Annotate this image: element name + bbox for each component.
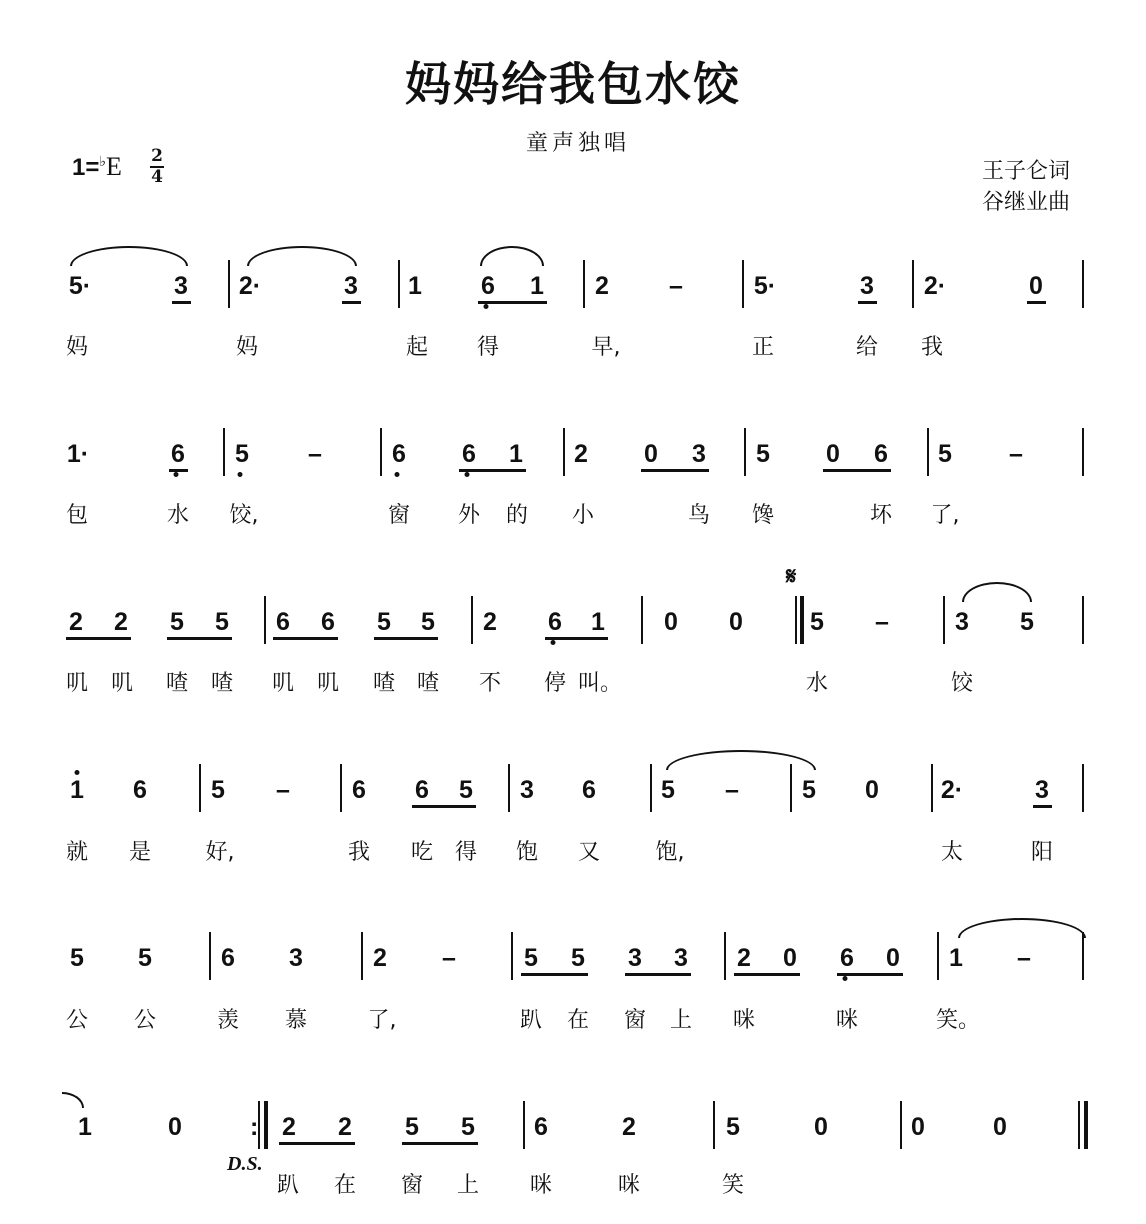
lyric-syllable: 饺,: [229, 503, 259, 528]
slur: [958, 918, 1086, 938]
lyric-syllable: 笑。: [935, 1008, 981, 1033]
eighth-note-underline: [521, 973, 588, 976]
note: 6: [582, 776, 596, 804]
double-barline: [800, 596, 804, 644]
note: 5: [810, 608, 824, 636]
note: 5: [215, 608, 229, 636]
eighth-note-underline: [459, 469, 526, 472]
time-signature: [150, 148, 164, 186]
composer-credit: 谷继业曲: [981, 190, 1070, 215]
note: 5: [802, 776, 816, 804]
note: 1: [591, 608, 605, 636]
note: 0: [1029, 272, 1043, 300]
lyric-syllable: 慕: [284, 1008, 308, 1033]
note: 0: [911, 1113, 925, 1141]
note: 5: [211, 776, 225, 804]
eighth-note-underline: [837, 973, 903, 976]
note: 5: [421, 608, 435, 636]
slur: [70, 246, 188, 266]
barline: [1082, 764, 1084, 812]
note: 5·: [753, 272, 777, 300]
note: 2·: [923, 272, 947, 300]
note: 1: [78, 1113, 92, 1141]
barline: [641, 596, 643, 644]
lyric-syllable: 妈: [65, 335, 89, 360]
lyric-syllable: 阳: [1030, 840, 1054, 865]
eighth-note-underline: [66, 637, 131, 640]
barline: [228, 260, 230, 308]
lyric-syllable: 得: [476, 335, 500, 360]
lyric-syllable: 叽: [110, 671, 134, 696]
lyric-syllable: 喳: [416, 671, 440, 696]
note: 2: [338, 1113, 352, 1141]
lyric-syllable: 窗: [623, 1008, 647, 1033]
lyric-syllable: 趴: [519, 1008, 543, 1033]
eighth-note-underline: [1033, 805, 1052, 808]
note: 6: [415, 776, 429, 804]
lyric-syllable: 喳: [210, 671, 234, 696]
note: –: [875, 608, 889, 636]
double-barline: [1078, 1101, 1080, 1149]
lyric-syllable: 叽: [271, 671, 295, 696]
note: 0: [729, 608, 743, 636]
note: 3: [628, 944, 642, 972]
note: 5: [405, 1113, 419, 1141]
note: 5: [756, 440, 770, 468]
note: 6: [352, 776, 366, 804]
note: 1: [949, 944, 963, 972]
note: 2·: [238, 272, 262, 300]
note: 2: [114, 608, 128, 636]
barline: [912, 260, 914, 308]
note: 6: [481, 272, 495, 300]
eighth-note-underline: [172, 301, 191, 304]
lyric-syllable: 给: [855, 335, 879, 360]
eighth-note-underline: [625, 973, 691, 976]
note: 0: [886, 944, 900, 972]
note: 1: [70, 776, 84, 804]
note: 6: [276, 608, 290, 636]
lyric-syllable: 不: [478, 671, 502, 696]
lyric-syllable: 喳: [165, 671, 189, 696]
note: 6: [171, 440, 185, 468]
note: 6: [221, 944, 235, 972]
note: 5: [377, 608, 391, 636]
note: 0: [993, 1113, 1007, 1141]
slur: [666, 750, 816, 770]
lyric-syllable: 饱,: [655, 840, 685, 865]
note: 6: [321, 608, 335, 636]
note: 6: [133, 776, 147, 804]
note: –: [308, 440, 322, 468]
note: 3: [1035, 776, 1049, 804]
note: 6: [392, 440, 406, 468]
lower-octave-dot: [551, 640, 556, 645]
barline: [340, 764, 342, 812]
lyric-syllable: 好,: [205, 840, 235, 865]
barline: [724, 932, 726, 980]
note: 5: [938, 440, 952, 468]
note: 6: [534, 1113, 548, 1141]
lyric-syllable: 妈: [235, 335, 259, 360]
barline: [508, 764, 510, 812]
note: 2: [373, 944, 387, 972]
lower-octave-dot: [238, 472, 243, 477]
lyric-syllable: 水: [166, 503, 190, 528]
key-prefix: 1=: [72, 154, 100, 181]
barline: [1082, 260, 1084, 308]
note: –: [1009, 440, 1023, 468]
double-barline: [795, 596, 797, 644]
barline: [380, 428, 382, 476]
eighth-note-underline: [641, 469, 709, 472]
note: 5: [459, 776, 473, 804]
lyric-syllable: 叽: [65, 671, 89, 696]
barline: [199, 764, 201, 812]
note: 0: [168, 1113, 182, 1141]
lower-octave-dot: [843, 976, 848, 981]
lyric-syllable: 咪: [732, 1008, 756, 1033]
note: 5: [138, 944, 152, 972]
lyric-syllable: 趴: [276, 1173, 300, 1198]
lyric-syllable: 太: [940, 840, 964, 865]
lyric-syllable: 小: [571, 503, 595, 528]
eighth-note-underline: [478, 301, 547, 304]
note: 2: [282, 1113, 296, 1141]
barline: [264, 596, 266, 644]
eighth-note-underline: [374, 637, 438, 640]
barline: [900, 1101, 902, 1149]
lyric-syllable: 窗: [400, 1173, 424, 1198]
note: 1: [408, 272, 422, 300]
lyric-syllable: 在: [566, 1008, 590, 1033]
lyric-syllable: 水: [805, 671, 829, 696]
note: 5: [170, 608, 184, 636]
lyric-syllable: 上: [456, 1173, 480, 1198]
upper-octave-dot: [75, 770, 80, 775]
note: 6: [874, 440, 888, 468]
note: 3: [174, 272, 188, 300]
note: 3: [344, 272, 358, 300]
slur: [962, 582, 1032, 602]
lyric-syllable: 上: [669, 1008, 693, 1033]
barline: [361, 932, 363, 980]
note: 2: [595, 272, 609, 300]
note: 2: [574, 440, 588, 468]
lyric-syllable: 坏: [869, 503, 893, 528]
note: 5: [1020, 608, 1034, 636]
note: 5: [70, 944, 84, 972]
double-barline: [1084, 1101, 1088, 1149]
lower-octave-dot: [484, 304, 489, 309]
note: 2: [622, 1113, 636, 1141]
eighth-note-underline: [858, 301, 877, 304]
note: 0: [644, 440, 658, 468]
key-note: E: [105, 152, 122, 181]
barline: [943, 596, 945, 644]
lyric-syllable: 早,: [591, 335, 621, 360]
barline: [1082, 428, 1084, 476]
eighth-note-underline: [1027, 301, 1046, 304]
note: 3: [955, 608, 969, 636]
note: 3: [692, 440, 706, 468]
lyric-syllable: 的: [505, 503, 529, 528]
note: 3: [860, 272, 874, 300]
double-barline: [264, 1101, 268, 1149]
eighth-note-underline: [412, 805, 476, 808]
eighth-note-underline: [167, 637, 232, 640]
note: 5: [726, 1113, 740, 1141]
note: –: [1017, 944, 1031, 972]
note: 5: [235, 440, 249, 468]
lyric-syllable: 我: [347, 840, 371, 865]
eighth-note-underline: [279, 1142, 355, 1145]
lyric-syllable: 停: [543, 671, 567, 696]
note: 2: [483, 608, 497, 636]
lower-octave-dot: [174, 472, 179, 477]
lyric-syllable: 了,: [367, 1008, 397, 1033]
lyric-syllable: 羡: [216, 1008, 240, 1033]
lower-octave-dot: [395, 472, 400, 477]
lyric-syllable: 正: [751, 335, 775, 360]
barline: [650, 764, 652, 812]
song-title: 妈妈给我包水饺: [405, 57, 741, 111]
lyric-syllable: 是: [128, 840, 152, 865]
note: 1: [530, 272, 544, 300]
note: 3: [674, 944, 688, 972]
barline: [398, 260, 400, 308]
slur: [480, 246, 544, 266]
note: –: [669, 272, 683, 300]
note: 3: [289, 944, 303, 972]
lyric-syllable: 咪: [529, 1173, 553, 1198]
barline: [931, 764, 933, 812]
lyric-syllable: 饱: [515, 840, 539, 865]
key-signature: [72, 152, 122, 182]
lyric-syllable: 公: [133, 1008, 157, 1033]
barline: [1082, 596, 1084, 644]
eighth-note-underline: [402, 1142, 478, 1145]
lyricist-credit: 王子仑词: [981, 159, 1070, 184]
lyric-syllable: 就: [65, 840, 89, 865]
eighth-note-underline: [545, 637, 608, 640]
note: 0: [826, 440, 840, 468]
eighth-note-underline: [342, 301, 361, 304]
lyric-syllable: 笑: [721, 1173, 745, 1198]
barline: [1082, 932, 1084, 980]
lyric-syllable: 得: [454, 840, 478, 865]
note: –: [442, 944, 456, 972]
slur: [247, 246, 357, 266]
note: 6: [462, 440, 476, 468]
note: 0: [664, 608, 678, 636]
lyric-syllable: 在: [333, 1173, 357, 1198]
barline: [223, 428, 225, 476]
note: 2: [69, 608, 83, 636]
lyric-syllable: 叫。: [577, 671, 623, 696]
barline: [583, 260, 585, 308]
note: 0: [865, 776, 879, 804]
note: 2: [737, 944, 751, 972]
barline: [563, 428, 565, 476]
lyric-syllable: 鸟: [687, 503, 711, 528]
eighth-note-underline: [273, 637, 338, 640]
double-barline: [258, 1101, 260, 1149]
barline: [790, 764, 792, 812]
performance-note: 童声独唱: [525, 131, 630, 156]
note: 5: [661, 776, 675, 804]
barline: [937, 932, 939, 980]
barline: [209, 932, 211, 980]
note: 0: [783, 944, 797, 972]
lyric-syllable: 咪: [617, 1173, 641, 1198]
lyric-syllable: 咪: [835, 1008, 859, 1033]
lyric-syllable: 我: [920, 335, 944, 360]
lyric-syllable: 又: [577, 840, 601, 865]
barline: [927, 428, 929, 476]
segno-sign: 𝄋: [786, 562, 797, 590]
barline: [744, 428, 746, 476]
lyric-syllable: 公: [65, 1008, 89, 1033]
barline: [713, 1101, 715, 1149]
note: 6: [840, 944, 854, 972]
note: 0: [814, 1113, 828, 1141]
lyric-syllable: 外: [457, 503, 481, 528]
lyric-syllable: 窗: [387, 503, 411, 528]
note: 5: [571, 944, 585, 972]
note: 5: [524, 944, 538, 972]
note: 6: [548, 608, 562, 636]
lyric-syllable: 包: [65, 503, 89, 528]
lyric-syllable: 喳: [372, 671, 396, 696]
lyric-syllable: 叽: [316, 671, 340, 696]
note: 2·: [940, 776, 964, 804]
lyric-syllable: 吃: [410, 840, 434, 865]
barline: [511, 932, 513, 980]
eighth-note-underline: [823, 469, 891, 472]
repeat-dots: :: [250, 1113, 259, 1141]
note: 5·: [68, 272, 92, 300]
note: 1·: [66, 440, 90, 468]
lower-octave-dot: [465, 472, 470, 477]
slur-continuation: [62, 1092, 84, 1108]
dal-segno-mark: D.S.: [227, 1153, 263, 1175]
eighth-note-underline: [734, 973, 800, 976]
flat-sign: ♭: [99, 153, 106, 169]
lyric-syllable: 馋: [751, 503, 775, 528]
eighth-note-underline: [169, 469, 188, 472]
meter-bottom: 4: [151, 167, 163, 187]
note: 5: [461, 1113, 475, 1141]
lyric-syllable: 饺: [950, 671, 974, 696]
lyric-syllable: 起: [405, 335, 429, 360]
note: 1: [509, 440, 523, 468]
barline: [471, 596, 473, 644]
lyric-syllable: 了,: [930, 503, 960, 528]
barline: [523, 1101, 525, 1149]
barline: [742, 260, 744, 308]
note: –: [276, 776, 290, 804]
note: –: [725, 776, 739, 804]
note: 3: [520, 776, 534, 804]
meter-top: 2: [151, 146, 163, 166]
